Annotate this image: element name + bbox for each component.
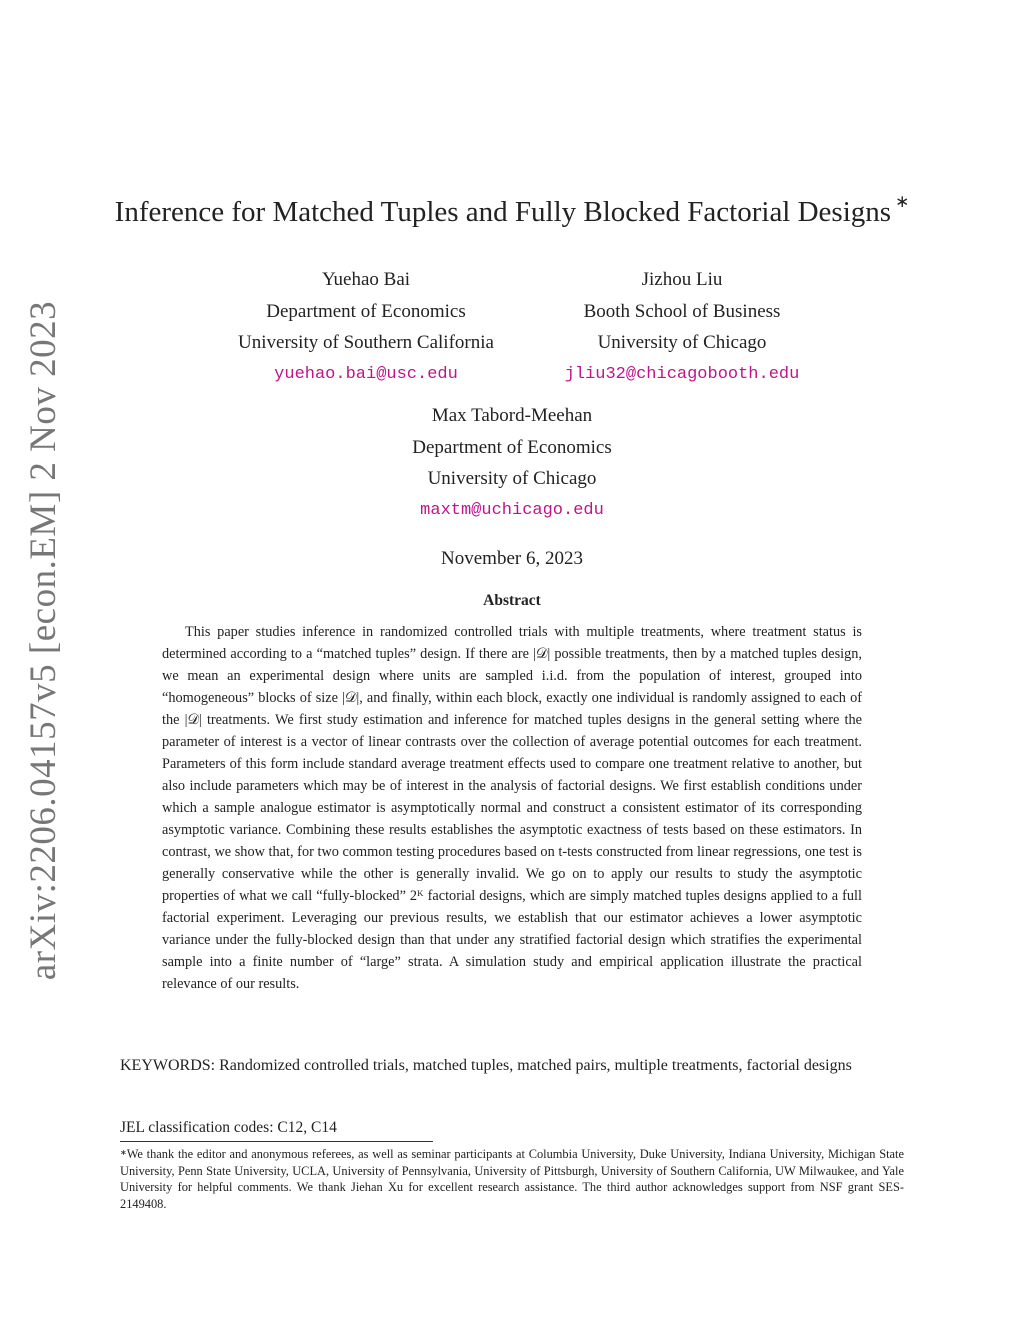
arxiv-id: arXiv:2206.04157v5 [econ.EM] 2 Nov 2023 (23, 300, 65, 980)
author-2 (542, 264, 822, 390)
publication-date: November 6, 2023 (441, 548, 583, 569)
author-email-link[interactable]: yuehao.bai@usc.edu (274, 364, 458, 384)
keywords: KEYWORDS: Randomized controlled trials, matched tuples, matched pairs, multiple treatments, factorial designs (120, 1057, 852, 1074)
footnote-marker: ∗ (120, 1148, 127, 1157)
footnote-text: We thank the editor and anonymous referees, as well as seminar participants at Columbia University, Duke University, Indiana University, Michigan State University, Penn State University, UCLA, University of Pennsylvania, University of Pittsburgh, University of Southern California, UW Milwaukee, and Yale University for helpful comments. We thank Jiehan Xu for excellent research assistance. The third author acknowledges support from NSF grant SES-2149408. (120, 1147, 904, 1211)
author-name: Jizhou Liu (641, 269, 723, 290)
abstract-text: This paper studies inference in randomized controlled trials with multiple treatments, where treatment status is determined according to a “matched tuples” design. If there are |𝒟| possible treatments, then by a matched tuples design, we mean an experimental design where units are sampled i.i.d. from the population of interest, grouped into “homogeneous” blocks of size |𝒟|, and finally, within each block, exactly one individual is randomly assigned to each of the |𝒟| treatments. We first study estimation and inference for matched tuples designs in the general setting where the parameter of interest is a vector of linear contrasts over the collection of average potential outcomes for each treatment. Parameters of this form include standard average treatment effects used to compare one treatment relative to another, but also include parameters which may be of interest in the analysis of factorial designs. We first establish conditions under which a sample analogue estimator is asymptotically normal and construct a consistent estimator of its corresponding asymptotic variance. Combining these results establishes the asymptotic exactness of tests based on these estimators. In contrast, we show that, for two common testing procedures based on t-tests constructed from linear regressions, one test is generally conservative while the other is generally invalid. We go on to apply our results to study the asymptotic properties of what we call “fully-blocked” 2ᴷ factorial designs, which are simply matched tuples designs applied to a full factorial experiment. Leveraging our previous results, we establish that our estimator achieves a lower asymptotic variance under the fully-blocked design than that under any stratified factorial design which stratifies the experimental sample into a finite number of “large” strata. A simulation study and empirical application illustrate the practical relevance of our results. (162, 624, 862, 992)
author-institution: University of Chicago (427, 468, 597, 489)
author-department: Department of Economics (412, 436, 612, 458)
paper-title-block (0, 192, 1024, 229)
arxiv-sidebar-stamp (14, 300, 74, 980)
footnote-divider (120, 1141, 433, 1142)
abstract-heading: Abstract (483, 592, 541, 609)
author-name: Yuehao Bai (321, 269, 411, 290)
author-email-link[interactable]: maxtm@uchicago.edu (420, 500, 604, 520)
title-footnote-marker: ∗ (895, 192, 910, 211)
author-institution: University of Chicago (597, 332, 767, 353)
author-department: Booth School of Business (583, 300, 781, 322)
author-email-link[interactable]: jliu32@chicagobooth.edu (564, 364, 800, 384)
author-1 (216, 264, 516, 390)
author-name: Max Tabord-Meehan (431, 405, 593, 426)
paper-title: Inference for Matched Tuples and Fully Blocked Factorial Designs (114, 196, 892, 228)
author-3 (362, 400, 662, 526)
jel-codes: JEL classification codes: C12, C14 (120, 1119, 337, 1136)
author-institution: University of Southern California (238, 332, 494, 353)
footnote (120, 1146, 904, 1212)
author-department: Department of Economics (266, 300, 466, 322)
